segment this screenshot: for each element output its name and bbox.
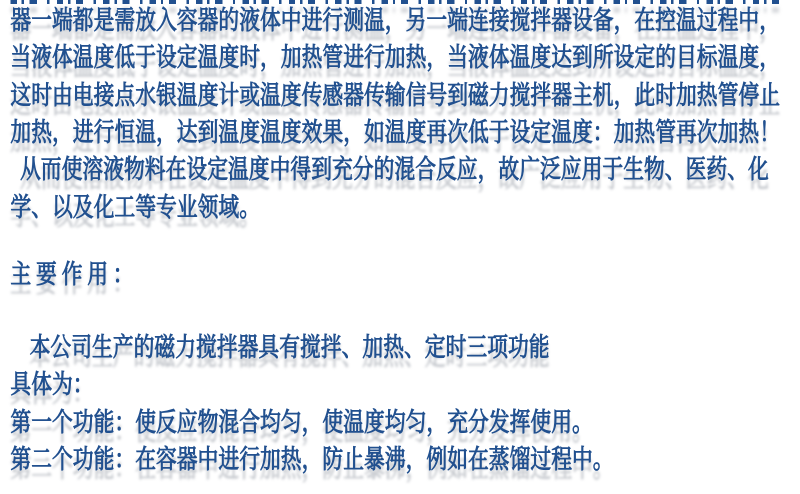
paragraph-line: 学、以及化工等专业领域。	[10, 192, 261, 222]
paragraph-line: 这时由电接点水银温度计或温度传感器传输信号到磁力搅拌器主机，此时加热管停止	[10, 80, 781, 110]
paragraph-line: 本公司生产的磁力搅拌器具有搅拌、加热、定时三项功能	[29, 332, 550, 362]
paragraph-line: 器一端都是需放入容器的液体中进行测温，另一端连接搅拌器设备，在控温过程中，	[10, 5, 781, 35]
paragraph-line: 从而使溶液物料在设定温度中得到充分的混合反应，故广泛应用于生物、医药、化	[20, 154, 769, 184]
paragraph-line: 第一个功能：使反应物混合均匀，使温度均匀，充分发挥使用。	[10, 407, 593, 437]
section-heading: 主要作用：	[10, 259, 139, 289]
paragraph-line: 加热，进行恒温，达到温度温度效果，如温度再次低于设定温度：加热管再次加热！	[10, 117, 781, 147]
paragraph-line: 具体为：	[10, 369, 94, 399]
paragraph-line: 当液体温度低于设定温度时，加热管进行加热，当液体温度达到所设定的目标温度，	[10, 42, 781, 72]
paragraph-line: 第二个功能：在容器中进行加热，防止暴沸，例如在蒸馏过程中。	[10, 444, 614, 474]
